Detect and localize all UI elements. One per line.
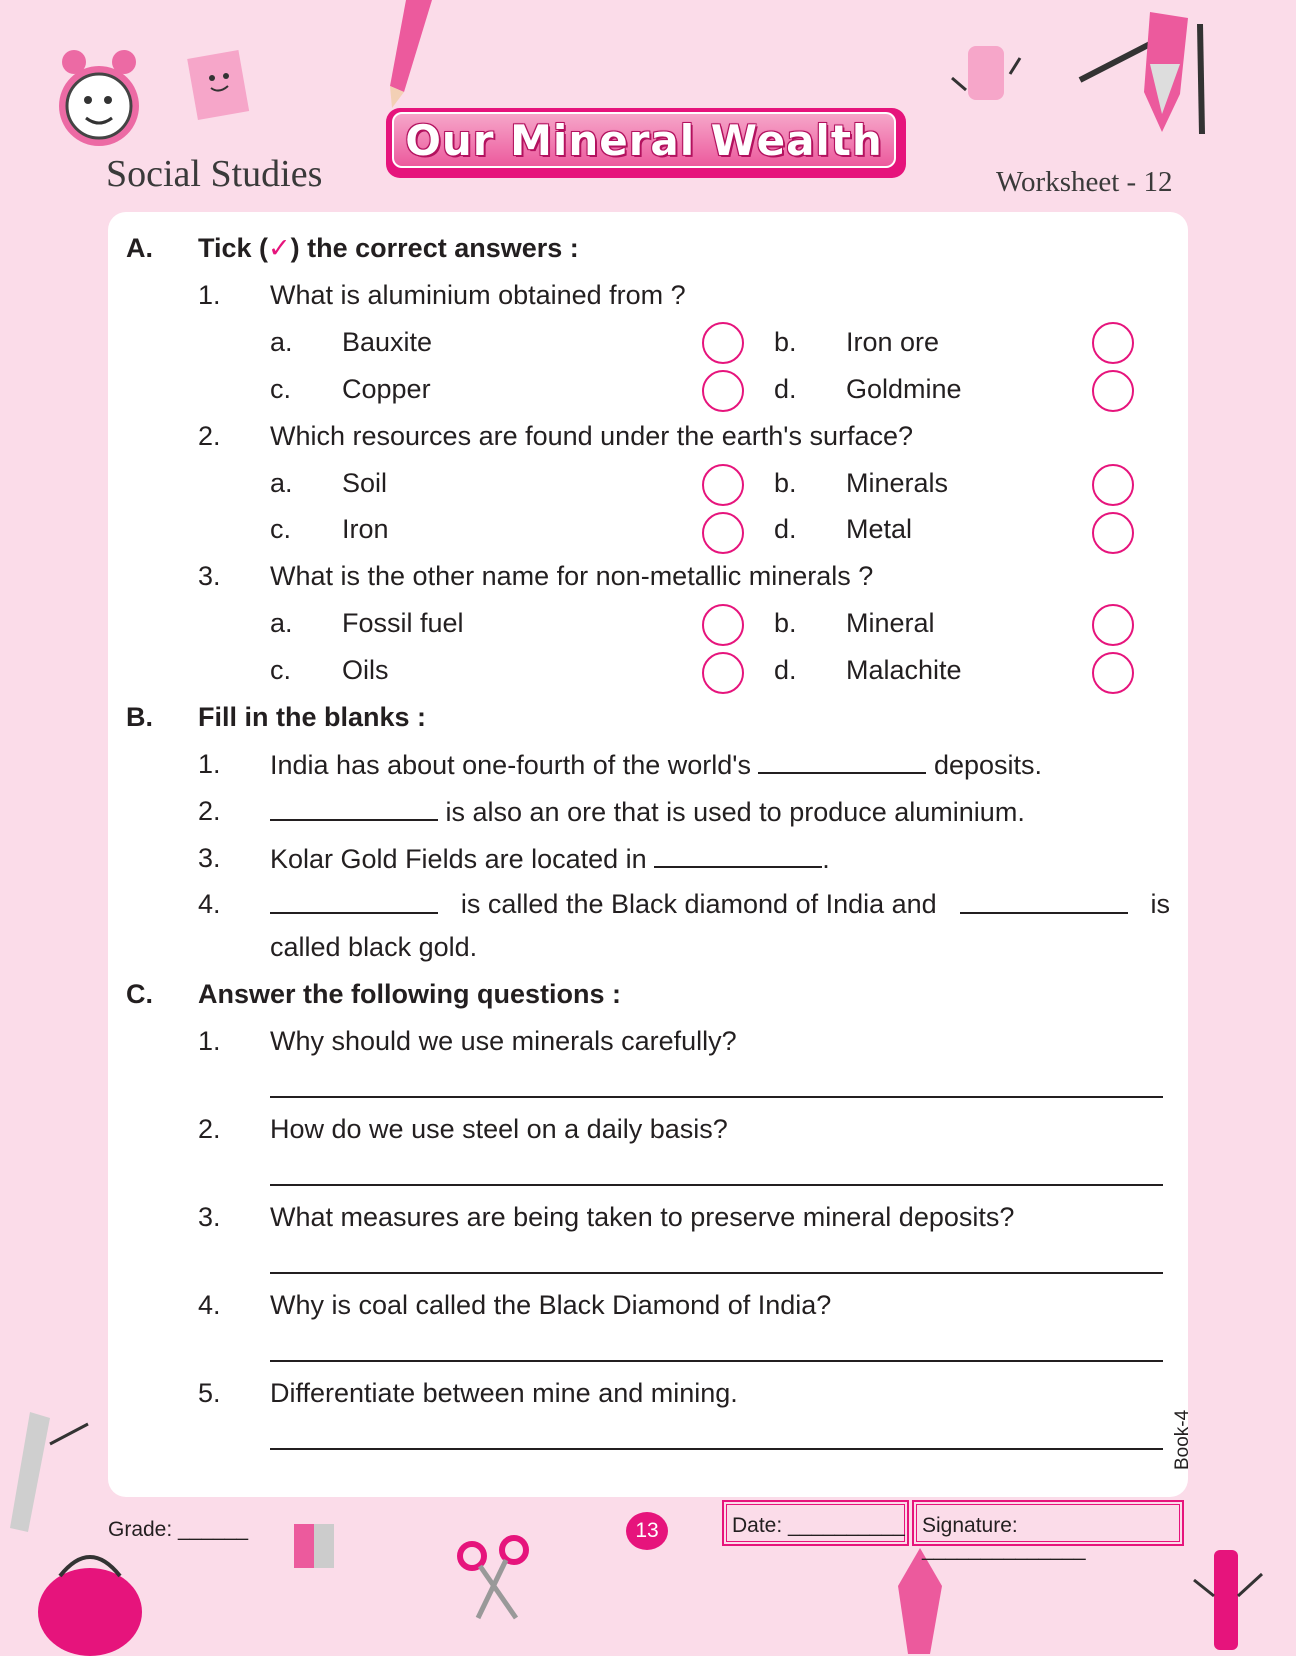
ruler-icon (8, 1404, 98, 1534)
section-a-letter: A. (126, 233, 153, 263)
alarm-clock-icon (52, 44, 148, 154)
fill-blank-item: is called the Black diamond of India and is (270, 888, 1170, 920)
answer-line[interactable] (270, 1096, 1163, 1098)
pencil-character-icon (880, 1546, 960, 1656)
tick-icon: ✓ (268, 233, 291, 263)
answer-line[interactable] (270, 1360, 1163, 1362)
pen-figure-icon (1188, 1540, 1268, 1656)
option-text: Copper (342, 374, 431, 404)
answer-checkbox[interactable] (702, 322, 744, 364)
fill-blank-item: is also an ore that is used to produce aluminium. (270, 795, 1025, 828)
blank-number: 1. (198, 749, 221, 779)
question-number: 2. (198, 421, 221, 451)
question-text: Which resources are found under the earth's surface? (270, 421, 914, 451)
title-banner (386, 108, 906, 178)
page-title: Our Mineral Wealth (405, 115, 883, 165)
answer-checkbox[interactable] (1092, 370, 1134, 412)
option-key: a. (270, 468, 293, 498)
blank-field[interactable] (960, 888, 1128, 914)
blank-field[interactable] (270, 795, 438, 821)
answer-checkbox[interactable] (702, 370, 744, 412)
question-text: Why is coal called the Black Diamond of India? (270, 1290, 832, 1320)
answer-checkbox[interactable] (702, 604, 744, 646)
option-key: c. (270, 655, 292, 685)
question-number: 5. (198, 1378, 221, 1408)
pencil-icon (376, 0, 446, 110)
question-text: What is aluminium obtained from ? (270, 280, 686, 310)
answer-checkbox[interactable] (1092, 604, 1134, 646)
signature-field[interactable]: Signature: ______________ (912, 1500, 1184, 1546)
option-text: Bauxite (342, 327, 433, 357)
answer-line[interactable] (270, 1448, 1163, 1450)
scissors-icon (454, 1534, 534, 1624)
answer-checkbox[interactable] (702, 464, 744, 506)
question-text: Why should we use minerals carefully? (270, 1026, 737, 1056)
option-text: Metal (846, 514, 913, 544)
date-field[interactable]: Date: __________ (722, 1500, 909, 1546)
answer-checkbox[interactable] (702, 652, 744, 694)
question-text: How do we use steel on a daily basis? (270, 1114, 728, 1144)
worksheet-number: Worksheet - 12 (996, 166, 1173, 198)
fill-blank-item: India has about one-fourth of the world's deposits. (270, 750, 1043, 780)
option-key: b. (774, 608, 797, 638)
section-c-title: Answer the following questions : (198, 979, 622, 1009)
blank-number: 3. (198, 843, 221, 873)
option-text: Malachite (846, 655, 962, 685)
option-text: Iron ore (846, 327, 940, 357)
blank-number: 2. (198, 796, 221, 826)
pen-character-icon (1070, 4, 1220, 136)
option-text: Minerals (846, 468, 949, 498)
eraser-icon (944, 38, 1024, 118)
question-number: 3. (198, 561, 221, 591)
question-text: What is the other name for non-metallic minerals ? (270, 561, 874, 591)
answer-checkbox[interactable] (1092, 322, 1134, 364)
section-b-title: Fill in the blanks : (198, 702, 427, 732)
blank-number: 4. (198, 889, 221, 919)
answer-checkbox[interactable] (1092, 464, 1134, 506)
question-number: 2. (198, 1114, 221, 1144)
fill-blank-continuation: called black gold. (270, 932, 478, 962)
question-number: 1. (198, 280, 221, 310)
section-a-title: Tick (✓) the correct answers : (198, 233, 579, 263)
answer-checkbox[interactable] (702, 512, 744, 554)
option-key: a. (270, 608, 293, 638)
option-key: d. (774, 514, 797, 544)
grade-field[interactable]: Grade: ______ (108, 1518, 249, 1541)
answer-line[interactable] (270, 1272, 1163, 1274)
question-text: What measures are being taken to preserve mineral deposits? (270, 1202, 1015, 1232)
option-key: d. (774, 374, 797, 404)
notebook-icon (178, 44, 258, 124)
option-key: d. (774, 655, 797, 685)
option-key: c. (270, 514, 292, 544)
sharpener-icon (286, 1520, 346, 1590)
option-text: Mineral (846, 608, 935, 638)
answer-checkbox[interactable] (1092, 652, 1134, 694)
option-key: b. (774, 468, 797, 498)
question-number: 1. (198, 1026, 221, 1056)
option-key: a. (270, 327, 293, 357)
book-label: Book-4 (1172, 1409, 1193, 1470)
option-text: Iron (342, 514, 389, 544)
answer-checkbox[interactable] (1092, 512, 1134, 554)
blank-field[interactable] (270, 888, 438, 914)
option-text: Goldmine (846, 374, 962, 404)
option-text: Oils (342, 655, 389, 685)
answer-line[interactable] (270, 1184, 1163, 1186)
blank-field[interactable] (758, 748, 926, 774)
question-number: 4. (198, 1290, 221, 1320)
section-b-letter: B. (126, 702, 153, 732)
section-c-letter: C. (126, 979, 153, 1009)
option-key: c. (270, 374, 292, 404)
question-number: 3. (198, 1202, 221, 1232)
option-text: Soil (342, 468, 388, 498)
option-text: Fossil fuel (342, 608, 464, 638)
fill-blank-item: Kolar Gold Fields are located in . (270, 844, 830, 874)
option-key: b. (774, 327, 797, 357)
blank-field[interactable] (654, 842, 822, 868)
page-number: 13 (626, 1512, 668, 1550)
subject-label: Social Studies (106, 153, 323, 195)
question-text: Differentiate between mine and mining. (270, 1378, 738, 1408)
